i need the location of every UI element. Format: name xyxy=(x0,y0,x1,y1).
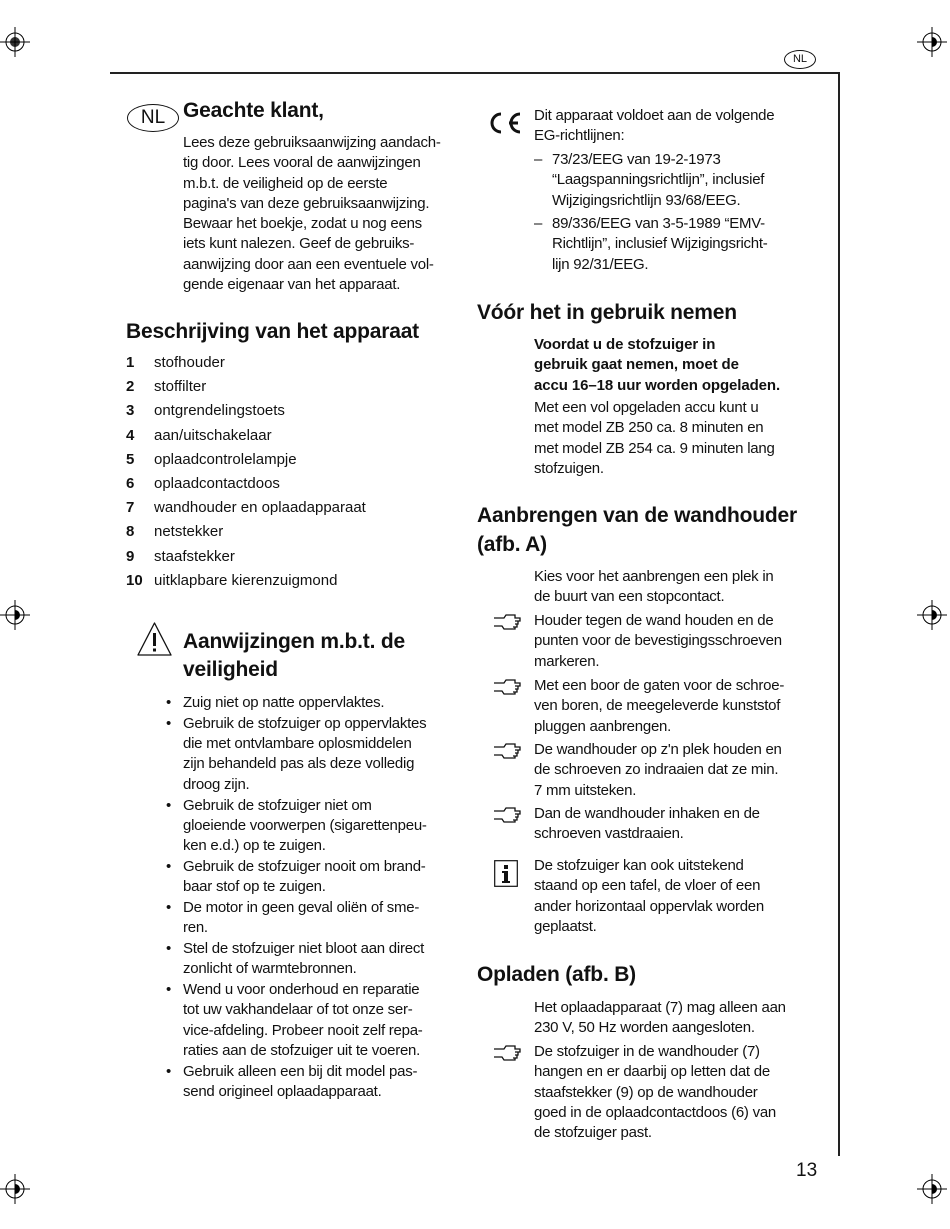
bullet-icon: • xyxy=(166,796,172,814)
text-line: vice-afdeling. Probeer nooit zelf repa- xyxy=(183,1021,423,1039)
text-line: met model ZB 250 ca. 8 minuten en xyxy=(534,419,764,437)
text-line: pagina's van deze gebruiksaanwijzing. xyxy=(183,194,430,212)
part-label: wandhouder en oplaadapparaat xyxy=(154,499,366,517)
text-line: 7 mm uitsteken. xyxy=(534,781,637,799)
step-item xyxy=(534,676,784,737)
safety-item xyxy=(183,939,424,980)
text-line: De wandhouder op z'n plek houden en xyxy=(534,741,782,758)
directive-item xyxy=(552,214,768,275)
safety-item xyxy=(183,796,427,857)
text-line: accu 16–18 uur worden opgeladen. xyxy=(534,376,781,394)
mounting-heading-line2: (afb. A) xyxy=(477,533,547,556)
text-line: punten voor de bevestigingsschroeven xyxy=(534,632,782,650)
text-line: Stel de stofzuiger niet bloot aan direct xyxy=(183,940,424,958)
registration-mark-icon xyxy=(917,600,947,630)
part-number: 2 xyxy=(126,378,135,396)
text-line: iets kunt nalezen. Geef de gebruiks- xyxy=(183,235,415,253)
text-line: Met een boor de gaten voor de schroe- xyxy=(534,677,785,694)
safety-item xyxy=(183,898,419,939)
text-line: gloeiende voorwerpen (sigarettenpeu- xyxy=(183,816,427,834)
bullet-icon: • xyxy=(166,940,172,958)
registration-mark-icon xyxy=(0,1174,30,1204)
safety-item xyxy=(183,980,423,1061)
pointing-hand-icon xyxy=(493,679,521,700)
top-rule xyxy=(110,72,839,74)
step-item xyxy=(534,611,782,672)
part-label: oplaadcontrolelampje xyxy=(154,450,297,468)
text-line: de buurt van een stopcontact. xyxy=(534,588,725,606)
pointing-hand-icon xyxy=(493,743,521,764)
text-line: 89/336/EEG van 3-5-1989 “EMV- xyxy=(552,215,765,232)
ce-mark-icon xyxy=(487,111,523,135)
dash-icon: – xyxy=(534,215,543,232)
text-line: Dan de wandhouder inhaken en de xyxy=(534,805,760,822)
text-line: pluggen aanbrengen. xyxy=(534,717,672,735)
part-label: stoffilter xyxy=(154,378,207,396)
text-line: staafstekker (9) op de wandhouder xyxy=(534,1083,758,1101)
text-line: droog zijn. xyxy=(183,775,250,793)
step-item xyxy=(534,1042,776,1143)
description-heading: Beschrijving van het apparaat xyxy=(126,320,419,343)
part-label: netstekker xyxy=(154,523,224,541)
text-line: Wijzigingsrichtlijn 93/68/EEG. xyxy=(552,191,741,209)
mounting-heading-line1: Aanbrengen van de wandhouder xyxy=(477,504,797,527)
part-number: 10 xyxy=(126,571,143,589)
text-line: Zuig niet op natte oppervlaktes. xyxy=(183,694,385,711)
part-number: 3 xyxy=(126,402,135,420)
text-line: schroeven vastdraaien. xyxy=(534,825,684,843)
text-line: Gebruik alleen een bij dit model pas- xyxy=(183,1062,418,1080)
text-line: Het oplaadapparaat (7) mag alleen aan xyxy=(534,999,786,1016)
safety-item xyxy=(183,693,384,713)
info-icon xyxy=(494,860,518,887)
warning-icon xyxy=(136,621,173,657)
text-line: ven boren, de meegeleverde kunststof xyxy=(534,697,781,715)
part-number: 7 xyxy=(126,499,135,517)
text-line: gebruik gaat nemen, moet de xyxy=(534,356,739,374)
text-line: lijn 92/31/EEG. xyxy=(552,255,649,273)
bullet-icon: • xyxy=(166,714,172,732)
charging-warning xyxy=(534,335,780,396)
part-label: oplaadcontactdoos xyxy=(154,475,280,492)
nl-badge: NL xyxy=(127,104,179,132)
info-paragraph xyxy=(534,856,764,937)
text-line: goed in de oplaadcontactdoos (6) van xyxy=(534,1103,777,1121)
text-line: Gebruik de stofzuiger nooit om brand- xyxy=(183,857,426,875)
text-line: Wend u voor onderhoud en reparatie xyxy=(183,981,420,999)
text-line: die met ontvlambare oplosmiddelen xyxy=(183,735,412,753)
text-line: Met een vol opgeladen accu kunt u xyxy=(534,399,759,416)
text-line: ren. xyxy=(183,919,208,937)
intro-heading: Geachte klant, xyxy=(183,99,324,122)
step-item xyxy=(534,804,760,845)
part-label: staafstekker xyxy=(154,547,235,565)
right-rule xyxy=(838,72,840,1156)
safety-heading-line2: veiligheid xyxy=(183,658,278,681)
text-line: de stofzuiger past. xyxy=(534,1124,652,1142)
text-line: Richtlijn”, inclusief Wijzigingsricht- xyxy=(552,235,768,253)
text-line: gende eigenaar van het apparaat. xyxy=(183,276,401,294)
part-label: stofhouder xyxy=(154,354,225,371)
text-line: Houder tegen de wand houden en de xyxy=(534,612,774,629)
text-line: send origineel oplaadapparaat. xyxy=(183,1083,382,1101)
part-number: 4 xyxy=(126,426,135,444)
part-number: 8 xyxy=(126,523,135,541)
text-line: Gebruik de stofzuiger op oppervlaktes xyxy=(183,714,427,732)
text-line: Bewaar het boekje, zodat u nog eens xyxy=(183,215,422,233)
text-line: baar stof op te zuigen. xyxy=(183,878,326,896)
text-line: “Laagspanningsrichtlijn”, inclusief xyxy=(552,171,765,189)
page-number: 13 xyxy=(796,1160,818,1181)
safety-heading-line1: Aanwijzingen m.b.t. de xyxy=(183,630,405,653)
text-line: De stofzuiger in de wandhouder (7) xyxy=(534,1043,760,1060)
part-label: ontgrendelingstoets xyxy=(154,402,285,420)
text-line: geplaatst. xyxy=(534,917,597,935)
text-line: hangen en er daarbij op letten dat de xyxy=(534,1063,770,1081)
text-line: Voordat u de stofzuiger in xyxy=(534,336,716,353)
text-line: aanwijzing door aan een eventuele vol- xyxy=(183,255,434,273)
step-item xyxy=(534,740,782,801)
text-line: met model ZB 254 ca. 9 minuten lang xyxy=(534,439,775,457)
bullet-icon: • xyxy=(166,1062,172,1080)
text-line: tig door. Lees vooral de aanwijzingen xyxy=(183,154,421,172)
text-line: zonlicht of warmtebronnen. xyxy=(183,960,357,978)
text-line: markeren. xyxy=(534,652,600,670)
registration-mark-icon xyxy=(917,1174,947,1204)
text-line: ander horizontaal oppervlak worden xyxy=(534,897,764,915)
pointing-hand-icon xyxy=(493,614,521,635)
pointing-hand-icon xyxy=(493,1045,521,1066)
text-line: tot uw vakhandelaar of tot onze ser- xyxy=(183,1001,413,1019)
charging-heading: Opladen (afb. B) xyxy=(477,963,636,986)
registration-mark-icon xyxy=(0,27,30,57)
part-label: aan/uitschakelaar xyxy=(154,426,272,444)
text-line: staand op een tafel, de vloer of een xyxy=(534,877,761,895)
text-line: stofzuigen. xyxy=(534,459,604,477)
bullet-icon: • xyxy=(166,981,172,999)
text-line: De motor in geen geval oliën of sme- xyxy=(183,899,420,916)
before-use-heading: Vóór het in gebruik nemen xyxy=(477,301,737,324)
part-number: 6 xyxy=(126,475,135,492)
text-line: 230 V, 50 Hz worden aangesloten. xyxy=(534,1019,755,1037)
text-line: raties aan de stofzuiger uit te voeren. xyxy=(183,1042,421,1060)
safety-item xyxy=(183,1062,417,1103)
registration-mark-icon xyxy=(0,600,30,630)
text-line: de schroeven zo indraaien dat ze min. xyxy=(534,761,779,779)
text-line: zijn behandeld pas als deze volledig xyxy=(183,755,415,773)
part-number: 1 xyxy=(126,354,135,371)
mounting-intro xyxy=(534,567,774,608)
text-line: ken e.d.) op te zuigen. xyxy=(183,837,326,855)
bullet-icon: • xyxy=(166,857,172,875)
pointing-hand-icon xyxy=(493,807,521,828)
ce-paragraph xyxy=(534,106,774,147)
text-line: EG-richtlijnen: xyxy=(534,127,625,145)
directive-item xyxy=(552,150,764,211)
bullet-icon: • xyxy=(166,694,172,711)
language-badge: NL xyxy=(784,50,816,69)
text-line: De stofzuiger kan ook uitstekend xyxy=(534,857,744,874)
runtime-paragraph xyxy=(534,398,775,479)
part-label: uitklapbare kierenzuigmond xyxy=(154,571,338,589)
charging-intro xyxy=(534,998,786,1039)
registration-mark-icon xyxy=(917,27,947,57)
text-line: Lees deze gebruiksaanwijzing aandach- xyxy=(183,134,441,151)
intro-paragraph xyxy=(183,133,441,295)
text-line: 73/23/EEG van 19-2-1973 xyxy=(552,151,721,168)
bullet-icon: • xyxy=(166,899,172,916)
dash-icon: – xyxy=(534,151,543,168)
text-line: Gebruik de stofzuiger niet om xyxy=(183,796,372,814)
text-line: m.b.t. de veiligheid op de eerste xyxy=(183,174,388,192)
safety-item xyxy=(183,714,426,795)
part-number: 5 xyxy=(126,450,135,468)
text-line: Kies voor het aanbrengen een plek in xyxy=(534,568,774,585)
safety-item xyxy=(183,857,426,898)
text-line: Dit apparaat voldoet aan de volgende xyxy=(534,107,775,124)
part-number: 9 xyxy=(126,547,135,565)
